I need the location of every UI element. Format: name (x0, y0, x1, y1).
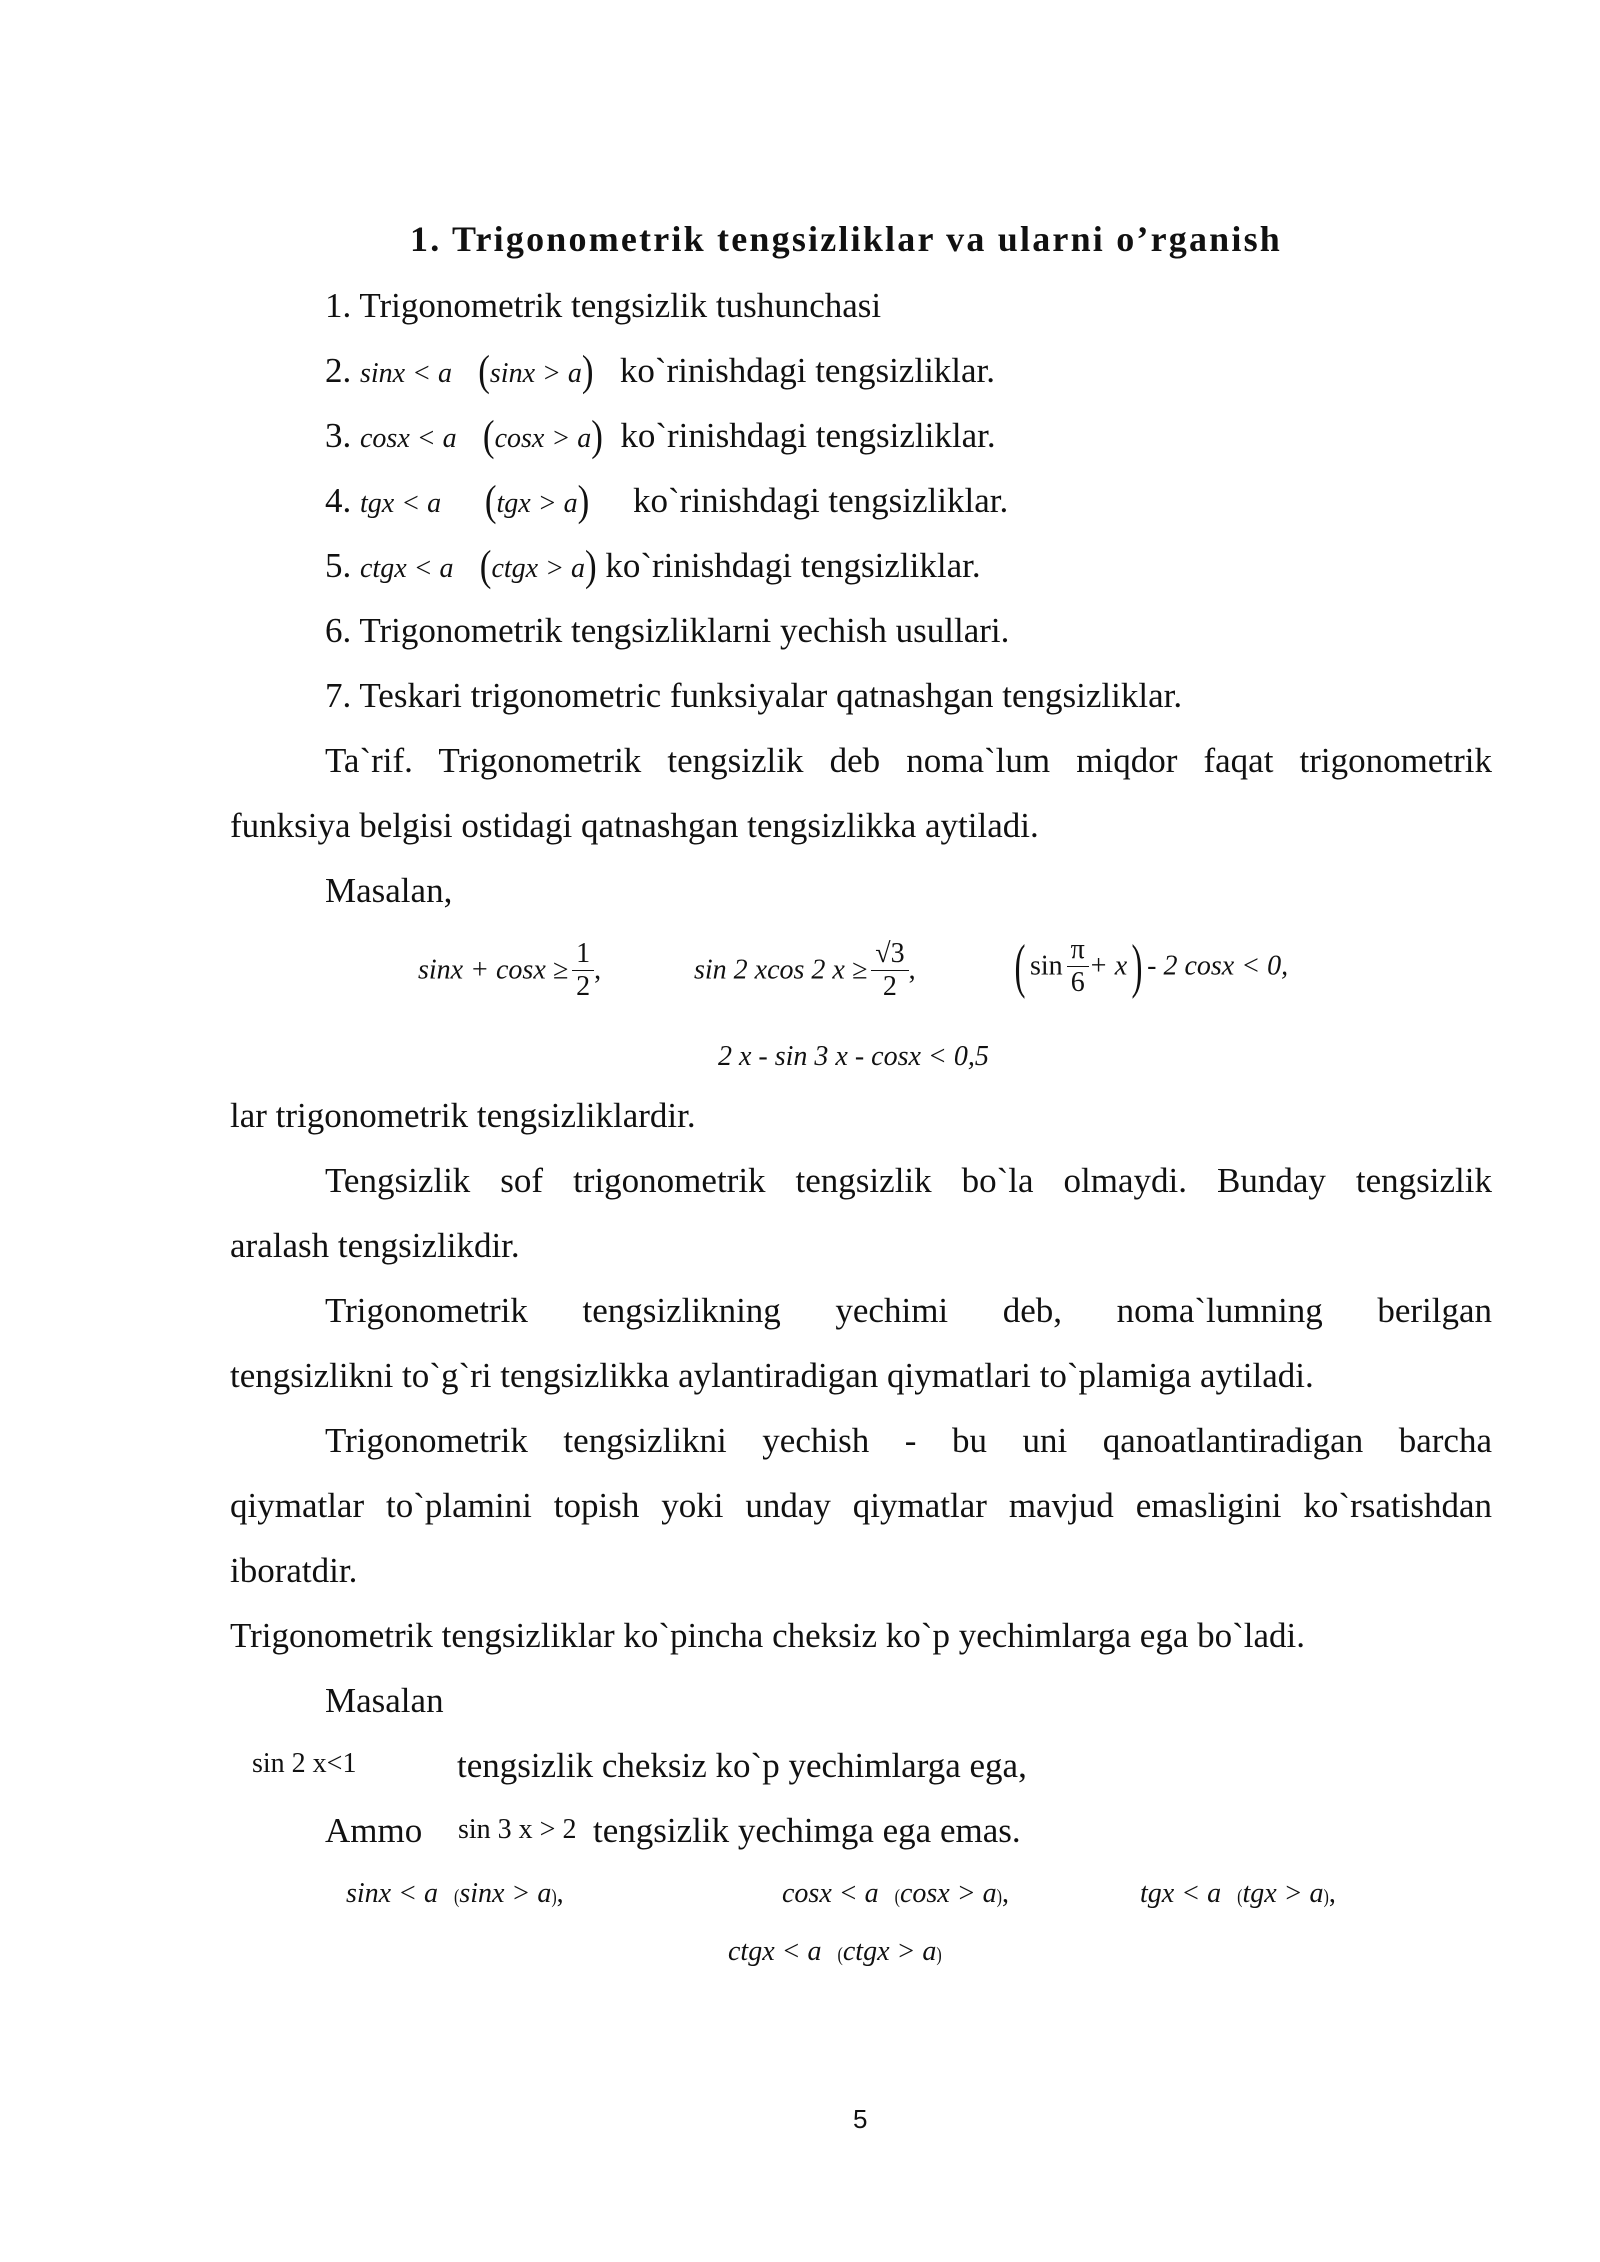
outline-item-2: 2. sinx < a (sinx > a) ko`rinishdagi tengsizliklar. (325, 346, 996, 395)
mixed-inequality-line-2: aralash tengsizlikdir. (230, 1226, 520, 1265)
no-solution-text: tengsizlik yechimga ega emas. (593, 1811, 1021, 1850)
formula-sinx-gt-a: sinx > a (489, 358, 582, 389)
solving-line-2: qiymatlar to`plamini topish yoki unday qiymatlar mavjud emasligini ko`rsatishdan (230, 1486, 1492, 1525)
summary-ctgx: ctgx < a (ctgx > a) (728, 1936, 942, 1967)
example-label-2: Masalan (325, 1681, 444, 1720)
formula-sinx-lt-a: sinx < a (360, 358, 452, 389)
formula-sin3x-gt-2: sin 3 x > 2 (458, 1814, 577, 1845)
formula-2x-sin3x-cosx: 2 x - sin 3 x - cosx < 0,5 (718, 1041, 989, 1072)
page-title: 1. Trigonometrik tengsizliklar va ularni o’rganish (410, 219, 1283, 259)
solution-definition-line-2: tengsizlikni to`g`ri tengsizlikka aylantiradigan qiymatlari to`plamiga aytiladi. (230, 1356, 1314, 1395)
outline-number: 3. (325, 416, 352, 455)
formula-ctgx-lt-a: ctgx < a (360, 553, 454, 584)
example-label: Masalan, (325, 871, 453, 910)
fraction-sqrt3-over-2: $\frac{√3}{2}$ (871, 938, 908, 1003)
formula-cosx-gt-a: cosx > a (494, 423, 592, 454)
formula-sin2x-cos2x: sin 2 xcos 2 x ≥ $\frac{√3}{2}$ , (694, 938, 916, 1002)
fraction-pi-over-6: $\frac{\pi}{6}$ (1067, 934, 1089, 999)
outline-item-1: 1. Trigonometrik tengsizlik tushunchasi (325, 286, 882, 325)
formula-sinx-plus-cosx: sinx + cosx ≥ $\frac{1}{2}$ , (418, 938, 602, 1002)
formula-sin2x-lt-1: sin 2 x<1 (252, 1748, 357, 1779)
definition-line-2: funksiya belgisi ostidagi qatnashgan tengsizlikka aytiladi. (230, 806, 1039, 845)
solution-definition-line-1: Trigonometrik tengsizlikning yechimi deb, noma`lumning berilgan (325, 1291, 1492, 1330)
outline-number: 2. (325, 351, 352, 390)
outline-item-7: 7. Teskari trigonometric funksiyalar qatnashgan tengsizliklar. (325, 676, 1183, 715)
examples-conclusion: lar trigonometrik tengsizliklardir. (230, 1096, 696, 1135)
summary-sinx: sinx < a (sinx > a), (346, 1878, 564, 1909)
formula-sin-pi6: ( sin $\frac{\pi}{6}$ + x) - 2 cosx < 0, (1014, 933, 1289, 999)
outline-label: ko`rinishdagi tengsizliklar. (605, 546, 981, 585)
solving-line-3: iboratdir. (230, 1551, 358, 1590)
outline-label: ko`rinishdagi tengsizliklar. (620, 416, 996, 455)
outline-label: ko`rinishdagi tengsizliklar. (619, 351, 996, 390)
outline-item-3: 3. cosx < a (cosx > a) ko`rinishdagi tengsizliklar. (325, 411, 996, 460)
outline-label: ko`rinishdagi tengsizliklar. (633, 481, 1009, 520)
outline-number: 4. (325, 481, 352, 520)
formula-tgx-lt-a: tgx < a (360, 488, 442, 519)
infinite-solutions-text: Trigonometrik tengsizliklar ko`pincha cheksiz ko`p yechimlarga ega bo`ladi. (230, 1616, 1305, 1655)
summary-cosx: cosx < a (cosx > a), (782, 1878, 1009, 1909)
outline-item-6: 6. Trigonometrik tengsizliklarni yechish usullari. (325, 611, 1010, 650)
outline-item-5: 5. ctgx < a (ctgx > a) ko`rinishdagi tengsizliklar. (325, 541, 981, 590)
outline-number: 5. (325, 546, 352, 585)
formula-ctgx-gt-a: ctgx > a (491, 553, 585, 584)
formula-tgx-gt-a: tgx > a (496, 488, 578, 519)
page-number: 5 (853, 2104, 868, 2134)
but-label: Ammo (325, 1811, 423, 1850)
mixed-inequality-line-1: Tengsizlik sof trigonometrik tengsizlik bo`la olmaydi. Bunday tengsizlik (325, 1161, 1492, 1200)
solving-line-1: Trigonometrik tengsizlikni yechish - bu uni qanoatlantiradigan barcha (325, 1421, 1492, 1460)
definition-line-1: Ta`rif. Trigonometrik tengsizlik deb noma`lum miqdor faqat trigonometrik (325, 741, 1492, 780)
infinite-example-text: tengsizlik cheksiz ko`p yechimlarga ega, (457, 1746, 1027, 1785)
fraction-one-half: $\frac{1}{2}$ (572, 938, 594, 1003)
outline-item-4: 4. tgx < a (tgx > a) ko`rinishdagi tengsizliklar. (325, 476, 1009, 525)
summary-tgx: tgx < a (tgx > a), (1140, 1878, 1336, 1909)
formula-cosx-lt-a: cosx < a (360, 423, 457, 454)
